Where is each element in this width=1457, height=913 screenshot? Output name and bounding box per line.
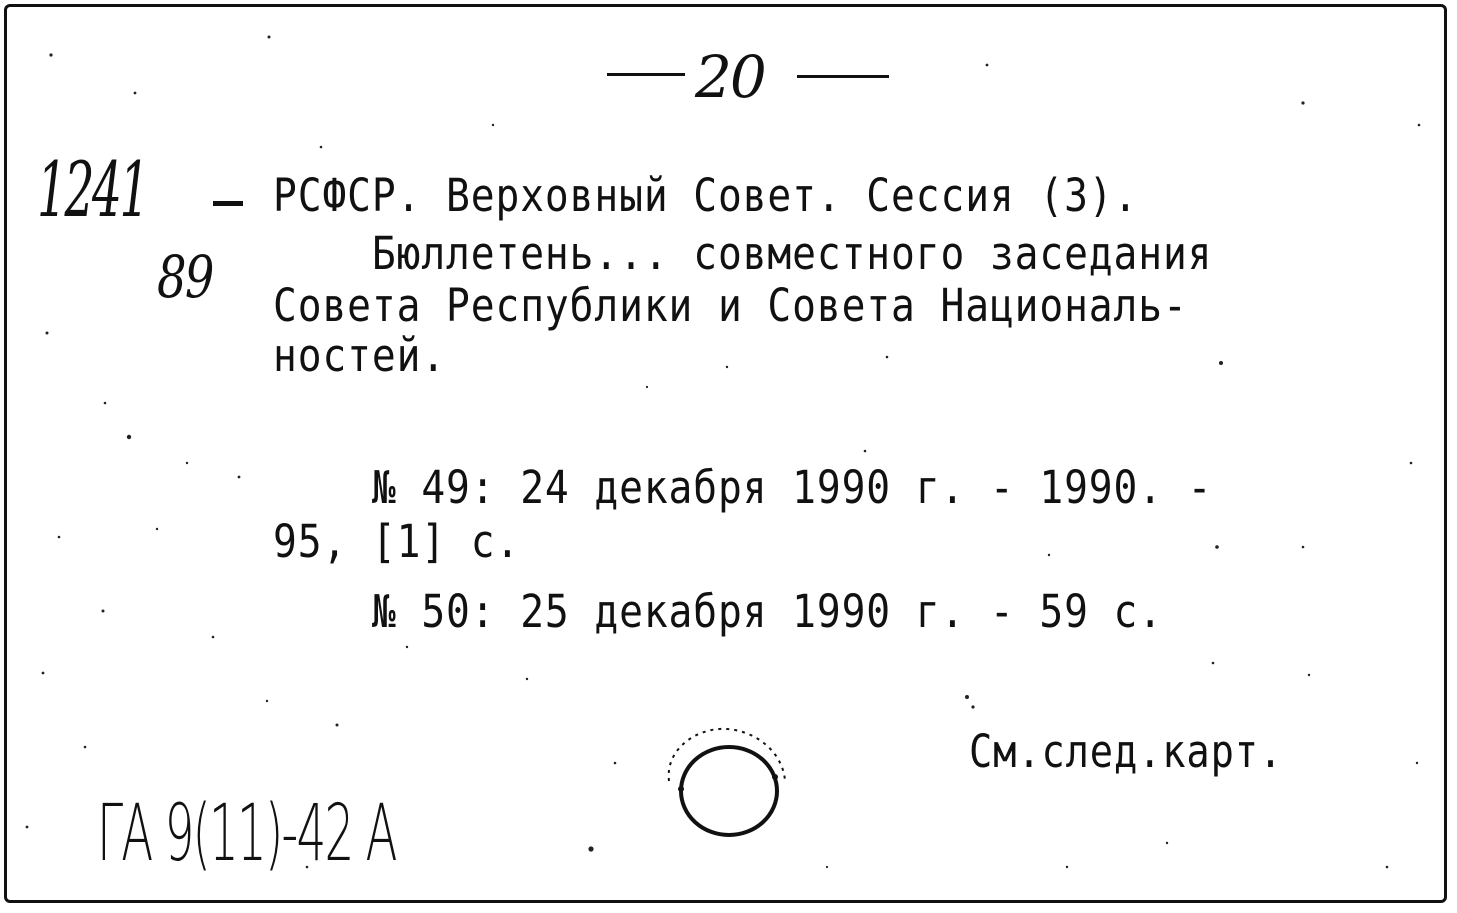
title-line-1: Бюллетень... совместного заседания	[273, 227, 1213, 280]
issue-49-line-1: № 49: 24 декабря 1990 г. - 1990. -	[273, 461, 1213, 514]
page-number-right-dash	[797, 75, 889, 78]
shelf-mark: ГА 9(11)-42 А	[97, 789, 396, 879]
see-next-card-note: См.след.карт.	[969, 725, 1284, 778]
catalog-card	[4, 4, 1447, 903]
issue-50-line: № 50: 25 декабря 1990 г. - 59 с.	[273, 585, 1163, 638]
page-number-left-dash	[607, 73, 685, 76]
card-heading: РСФСР. Верховный Совет. Сессия (3).	[273, 169, 1139, 222]
title-line-3: ностей.	[273, 329, 447, 382]
title-line-2: Совета Республики и Совета Националь-	[273, 279, 1188, 332]
call-number-dash	[213, 201, 243, 206]
punch-hole-icon	[657, 719, 797, 849]
page-number: 20	[695, 43, 765, 111]
call-number-line-1: 1241	[37, 145, 148, 234]
issue-49-line-2: 95, [1] с.	[273, 515, 521, 568]
call-number-line-2: 89	[157, 243, 213, 311]
